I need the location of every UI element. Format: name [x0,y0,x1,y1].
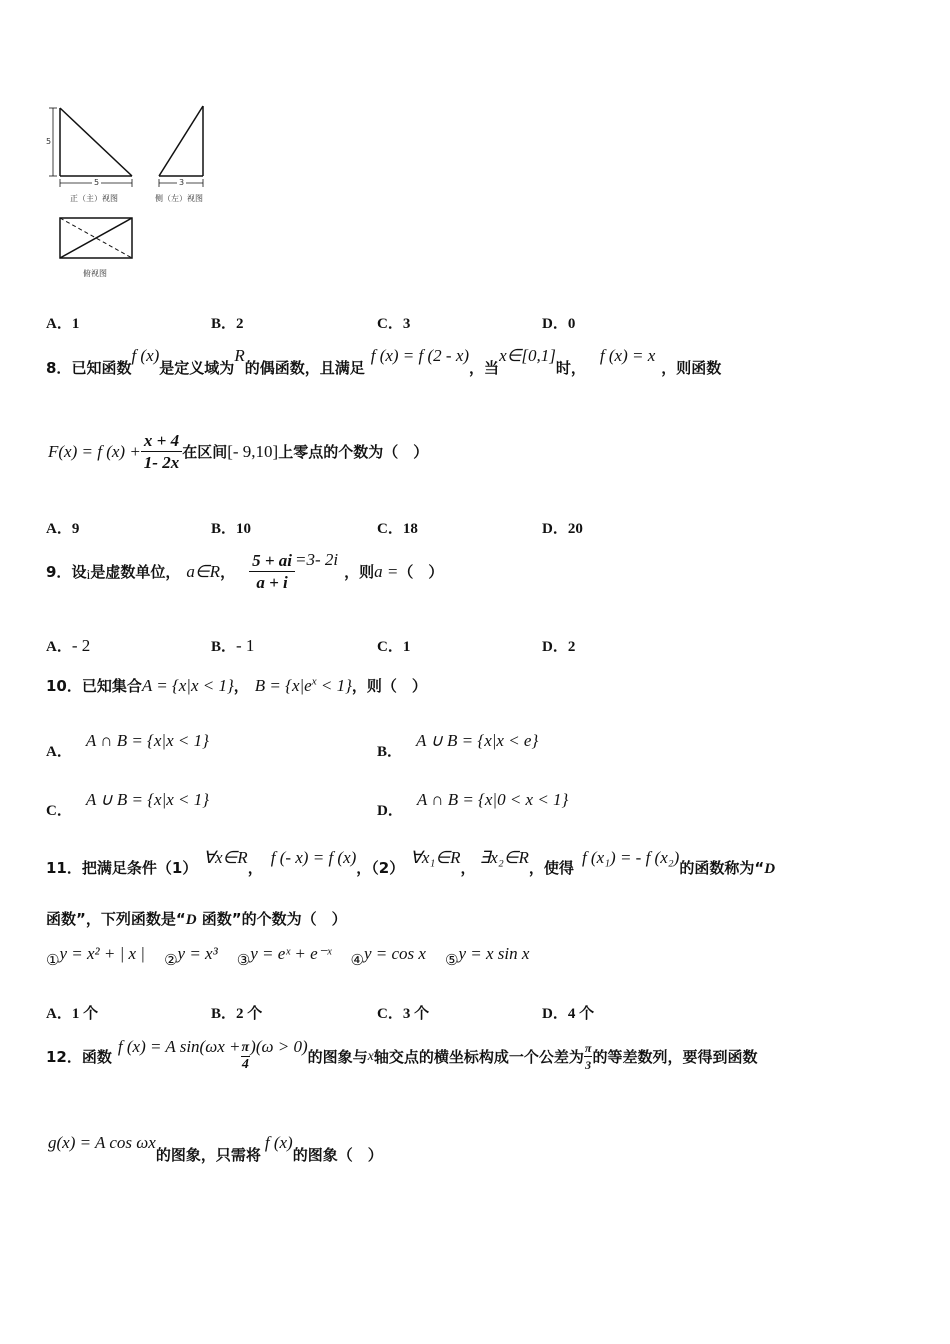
q8-fx: f (x) [131,346,160,365]
q11-option-a[interactable]: A．1 个 [46,1006,99,1022]
q12-number: 12． [46,1048,82,1066]
top-view-label: 俯视图 [83,269,107,278]
q11-option-d[interactable]: D．4 个 [542,1006,595,1022]
q11-c1: ∀x∈R [203,848,248,867]
q12-g: g(x) = A cos ωx [48,1133,156,1152]
front-view-label: 正（主）视图 [70,194,118,203]
q10-option-b[interactable]: B．A ∪ B = {x|x < e} [377,731,539,760]
q12-f-lhs: f (x) = A sin(ωx + [117,1036,241,1056]
dim-front-width-label: 5 [94,178,100,187]
dim-height-label: 5 [46,137,52,146]
q11-option-b[interactable]: B．2 个 [211,1006,263,1022]
q9-fraction: $\frac{5 + ai}{a + i}$ [249,550,295,593]
q11-option-c[interactable]: C．3 个 [377,1006,430,1022]
q12-f-rhs: )(ω > 0) [250,1036,308,1056]
front-view [60,108,132,176]
q12-x: x [367,1048,374,1064]
q7-option-d[interactable]: D．0 [542,316,576,332]
q11-item-4: ④y = cos x [350,944,426,969]
q9-a-eq: a = [374,561,399,581]
side-view [159,106,203,176]
q11-c5: f (x₁) = - f (x₂) [581,848,680,867]
q9-aR: a∈R [186,561,221,581]
q8-domain: x∈[0,1] [499,346,556,365]
q10-option-a[interactable]: A．A ∩ B = {x|x < 1} [46,731,209,760]
q9-i: i [86,567,91,583]
q9-number: 9． [46,563,72,581]
q10-set-B: $B = \{x|e^x < 1\}$ [254,675,352,695]
side-view-label: 侧（左）视图 [155,194,203,203]
q8-option-c[interactable]: C．18 [377,521,418,537]
q7-option-a[interactable]: A．1 [46,316,80,332]
q9-rhs: =3- 2i [295,549,339,569]
q11-c4: ∃x₂∈R [479,848,529,867]
q10-option-d[interactable]: D．A ∩ B = {x|0 < x < 1} [377,790,569,819]
q9-option-c[interactable]: C．1 [377,639,411,655]
q12-fx: f (x) [264,1133,293,1152]
q8-condition: f (x) = f (2 - x) [370,346,470,365]
q8-option-a[interactable]: A．9 [46,521,80,537]
q8-option-b[interactable]: B．10 [211,521,252,537]
q12-pi-over-3: $\frac{\pi}{3}$ [584,1041,592,1072]
q10-stem: 10．已知集合A = {x|x < 1}， $B = \{x|e^x < 1\}$，则（ ） [46,675,427,695]
q11-item-5: ⑤y = x sin x [445,944,530,969]
q12-pi-over-4: $\frac{\pi}{4}$ [241,1040,250,1072]
q8-F-lhs: F(x) = f (x) + [48,441,141,461]
q10-set-A: A = {x|x < 1} [141,676,234,695]
q8-eq: f (x) = x [599,346,656,365]
q8-F-fraction: $\frac{x + 4}{1- 2x}$ [141,430,182,473]
dim-side-width-label: 3 [179,178,185,187]
q11-item-1: ①y = x² + | x | [46,944,145,969]
q11-number: 11． [46,859,82,877]
q11-c2: f (- x) = f (x) [270,848,357,867]
q7-option-c[interactable]: C．3 [377,316,411,332]
q8-R: R [234,346,245,365]
q12-stem-line2: g(x) = A cos ωx的图象，只需将f (x)的图象（ ） [48,1133,383,1164]
q9-stem: 9． 设 i 是虚数单位， a∈R ， $\frac{5 + ai}{a + i}$ =3- 2i ，则 a = （ ） [46,549,444,592]
q11-function-list [46,944,530,969]
q8-number: 8． [46,359,72,377]
q9-option-d[interactable]: D．2 [542,639,576,655]
q8-option-d[interactable]: D．20 [542,521,583,537]
q9-option-a[interactable]: A．- 2 [46,636,91,655]
q8-stem-line2: F(x) = f (x) + $\frac{x + 4}{1- 2x}$ 在区间 [- 9,10] 上零点的个数为（ ） [48,431,429,472]
q8-interval: [- 9,10] [227,441,279,461]
q12-stem-line1: 12． 函数 f (x) = A sin(ωx + $\frac{\pi}{4}$ )(ω > 0) 的图象与 x 轴交点的横坐标构成一个公差为 $\frac{\pi}{3}$ 的等差数列，要得到函数 [46,1036,758,1072]
q10-option-c[interactable]: C．A ∪ B = {x|x < 1} [46,790,210,819]
front-dimensions [49,108,132,187]
q11-c3: ∀x₁∈R [410,848,461,867]
q7-option-b[interactable]: B．2 [211,316,244,332]
q8-text: 已知函数 [71,359,132,377]
q11-stem-line2: 函数”，下列函数是“D 函数”的个数为（ ） [46,910,347,928]
q9-option-b[interactable]: B．- 1 [211,636,255,655]
q11-stem-line1: 11．把满足条件（1）∀x∈R，f (- x) = f (x)，（2）∀x₁∈R，∃x₂∈R，使得f (x₁) = - f (x₂)的函数称为“D [46,848,776,877]
q8-stem-line1: 8．已知函数f (x)是定义域为R的偶函数，且满足f (x) = f (2 - x)，当x∈[0,1]时，f (x) = x，则函数 [46,346,722,377]
q11-item-2: ②y = x³ [164,944,218,969]
q10-number: 10． [46,677,82,695]
q11-item-3: ③y = eˣ + e⁻ˣ [236,944,332,969]
